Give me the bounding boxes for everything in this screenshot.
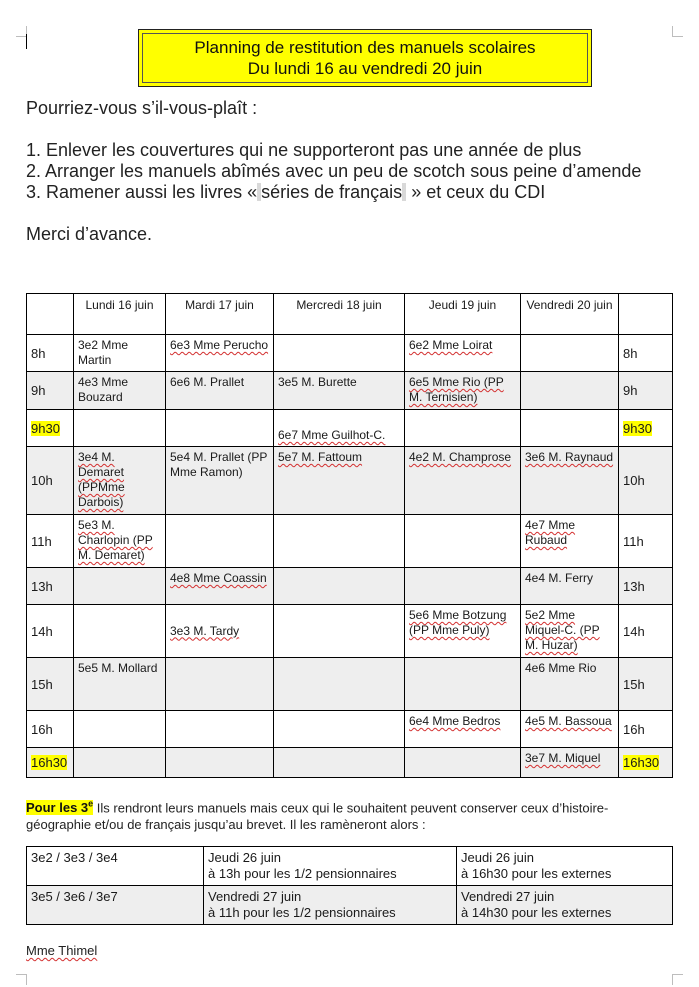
half-board-cell: Jeudi 26 juin à 13h pour les 1/2 pensionnaires [204, 847, 457, 886]
title-line-1: Planning de restitution des manuels scolaires [194, 38, 536, 57]
third-grade-table [26, 846, 673, 925]
slot-cell: 6e6 M. Prallet [166, 372, 274, 410]
intro-item-2: 2. Arranger les manuels abîmés avec un peu de scotch sous peine d’amende [26, 161, 642, 181]
schedule-row [27, 658, 673, 711]
slot-cell: 4e8 Mme Coassin [166, 568, 274, 605]
slot-cell: 3e3 M. Tardy [166, 605, 274, 658]
schedule-row [27, 447, 673, 515]
slot-cell [74, 711, 166, 748]
time-label: 8h [27, 335, 74, 372]
time-label: 16h30 [27, 748, 74, 778]
schedule-row [27, 711, 673, 748]
slot-cell [405, 515, 521, 568]
slot-cell: 4e5 M. Bassoua [521, 711, 619, 748]
schedule-row [27, 410, 673, 447]
header-day: Mardi 17 juin [166, 294, 274, 335]
slot-cell [74, 410, 166, 447]
slot-cell: 4e3 Mme Bouzard [74, 372, 166, 410]
slot-cell [521, 410, 619, 447]
slot-cell: 5e2 Mme Miquel-C. (PP M. Huzar) [521, 605, 619, 658]
intro-item-3-end: » et ceux du CDI [411, 182, 546, 202]
slot-cell: 4e6 Mme Rio [521, 658, 619, 711]
third-grade-row [27, 886, 673, 925]
slot-cell: 3e5 M. Burette [274, 372, 405, 410]
slot-cell [166, 658, 274, 711]
third-grade-row [27, 847, 673, 886]
time-label: 11h [27, 515, 74, 568]
slot-cell: 3e7 M. Miquel [521, 748, 619, 778]
header-day: Vendredi 20 juin [521, 294, 619, 335]
slot-cell: 4e2 M. Champrose [405, 447, 521, 515]
slot-cell: 6e3 Mme Perucho [166, 335, 274, 372]
slot-cell [74, 568, 166, 605]
header-day: Lundi 16 juin [74, 294, 166, 335]
intro-thanks: Merci d’avance. [26, 224, 153, 244]
time-label-right: 13h [619, 568, 673, 605]
slot-cell [166, 515, 274, 568]
intro-text [26, 98, 666, 245]
slot-cell [405, 410, 521, 447]
classes-cell: 3e5 / 3e6 / 3e7 [27, 886, 204, 925]
slot-cell [405, 748, 521, 778]
time-label-right: 16h30 [619, 748, 673, 778]
schedule-row [27, 372, 673, 410]
crop-mark-top-right [672, 26, 683, 37]
intro-item-3-series: séries de français [261, 182, 403, 202]
intro-item-3-start: 3. Ramener aussi les livres « [26, 182, 258, 202]
crop-mark-bottom-right [672, 974, 683, 985]
slot-cell: 5e7 M. Fattoum [274, 447, 405, 515]
slot-cell [274, 658, 405, 711]
time-label: 15h [27, 658, 74, 711]
schedule-table [26, 293, 673, 778]
half-board-cell: Vendredi 27 juin à 11h pour les 1/2 pensionnaires [204, 886, 457, 925]
crop-mark-bottom-left [16, 974, 27, 985]
slot-cell: 5e6 Mme Botzung (PP Mme Puly) [405, 605, 521, 658]
time-label-right: 9h30 [619, 410, 673, 447]
slot-cell [274, 335, 405, 372]
intro-item-1: 1. Enlever les couvertures qui ne supporteront pas une année de plus [26, 140, 582, 160]
text-cursor [26, 34, 27, 49]
slot-cell: 3e4 M. Demaret (PPMme Darbois) [74, 447, 166, 515]
schedule-row [27, 335, 673, 372]
time-label: 16h [27, 711, 74, 748]
schedule-row [27, 605, 673, 658]
schedule-row [27, 515, 673, 568]
slot-cell [74, 605, 166, 658]
time-label-right: 15h [619, 658, 673, 711]
schedule-row [27, 568, 673, 605]
field-highlight-right [402, 183, 406, 201]
slot-cell: 6e5 Mme Rio (PP M. Ternisien) [405, 372, 521, 410]
slot-cell [274, 568, 405, 605]
title-inner-frame [142, 33, 588, 83]
slot-cell: 6e4 Mme Bedros [405, 711, 521, 748]
external-cell: Jeudi 26 juin à 16h30 pour les externes [457, 847, 673, 886]
slot-cell: 6e7 Mme Guilhot-C. [274, 410, 405, 447]
slot-cell: 5e3 M. Charlopin (PP M. Demaret) [74, 515, 166, 568]
slot-cell: 5e4 M. Prallet (PP Mme Ramon) [166, 447, 274, 515]
external-cell: Vendredi 27 juin à 14h30 pour les externes [457, 886, 673, 925]
slot-cell: 4e4 M. Ferry [521, 568, 619, 605]
slot-cell: 3e6 M. Raynaud [521, 447, 619, 515]
header-corner-right [619, 294, 673, 335]
intro-ask: Pourriez-vous s’il-vous-plaît : [26, 98, 258, 118]
note-third-grade [26, 796, 666, 833]
slot-cell [74, 748, 166, 778]
slot-cell: 3e2 Mme Martin [74, 335, 166, 372]
slot-cell: 6e2 Mme Loirat [405, 335, 521, 372]
slot-cell [521, 372, 619, 410]
title-line-2: Du lundi 16 au vendredi 20 juin [247, 59, 483, 78]
time-label: 10h [27, 447, 74, 515]
time-label-right: 9h [619, 372, 673, 410]
slot-cell: 5e5 M. Mollard [74, 658, 166, 711]
slot-cell [405, 568, 521, 605]
time-label-right: 8h [619, 335, 673, 372]
schedule-row [27, 748, 673, 778]
time-label: 9h30 [27, 410, 74, 447]
slot-cell [521, 335, 619, 372]
slot-cell [405, 658, 521, 711]
slot-cell [166, 410, 274, 447]
time-label: 13h [27, 568, 74, 605]
note-label: Pour les 3e [26, 799, 94, 816]
header-corner-left [27, 294, 74, 335]
slot-cell [274, 515, 405, 568]
note-label-superscript: e [88, 799, 94, 809]
note-text: Ils rendront leurs manuels mais ceux qui le souhaitent peuvent conserver ceux d’histoire-géographie et/ou de français jusqu’au brevet. Il les ramèneront alors : [26, 800, 609, 833]
intro-item-3 [26, 182, 666, 203]
time-label: 9h [27, 372, 74, 410]
header-day: Mercredi 18 juin [274, 294, 405, 335]
slot-cell [274, 605, 405, 658]
schedule-header-row [27, 294, 673, 335]
time-label-right: 11h [619, 515, 673, 568]
slot-cell: 4e7 Mme Rubaud [521, 515, 619, 568]
slot-cell [274, 748, 405, 778]
time-label-right: 10h [619, 447, 673, 515]
slot-cell [274, 711, 405, 748]
time-label-right: 14h [619, 605, 673, 658]
time-label: 14h [27, 605, 74, 658]
time-label-right: 16h [619, 711, 673, 748]
signature: Mme Thimel [26, 943, 98, 958]
slot-cell [166, 748, 274, 778]
title-box [138, 29, 592, 87]
header-day: Jeudi 19 juin [405, 294, 521, 335]
slot-cell [166, 711, 274, 748]
classes-cell: 3e2 / 3e3 / 3e4 [27, 847, 204, 886]
